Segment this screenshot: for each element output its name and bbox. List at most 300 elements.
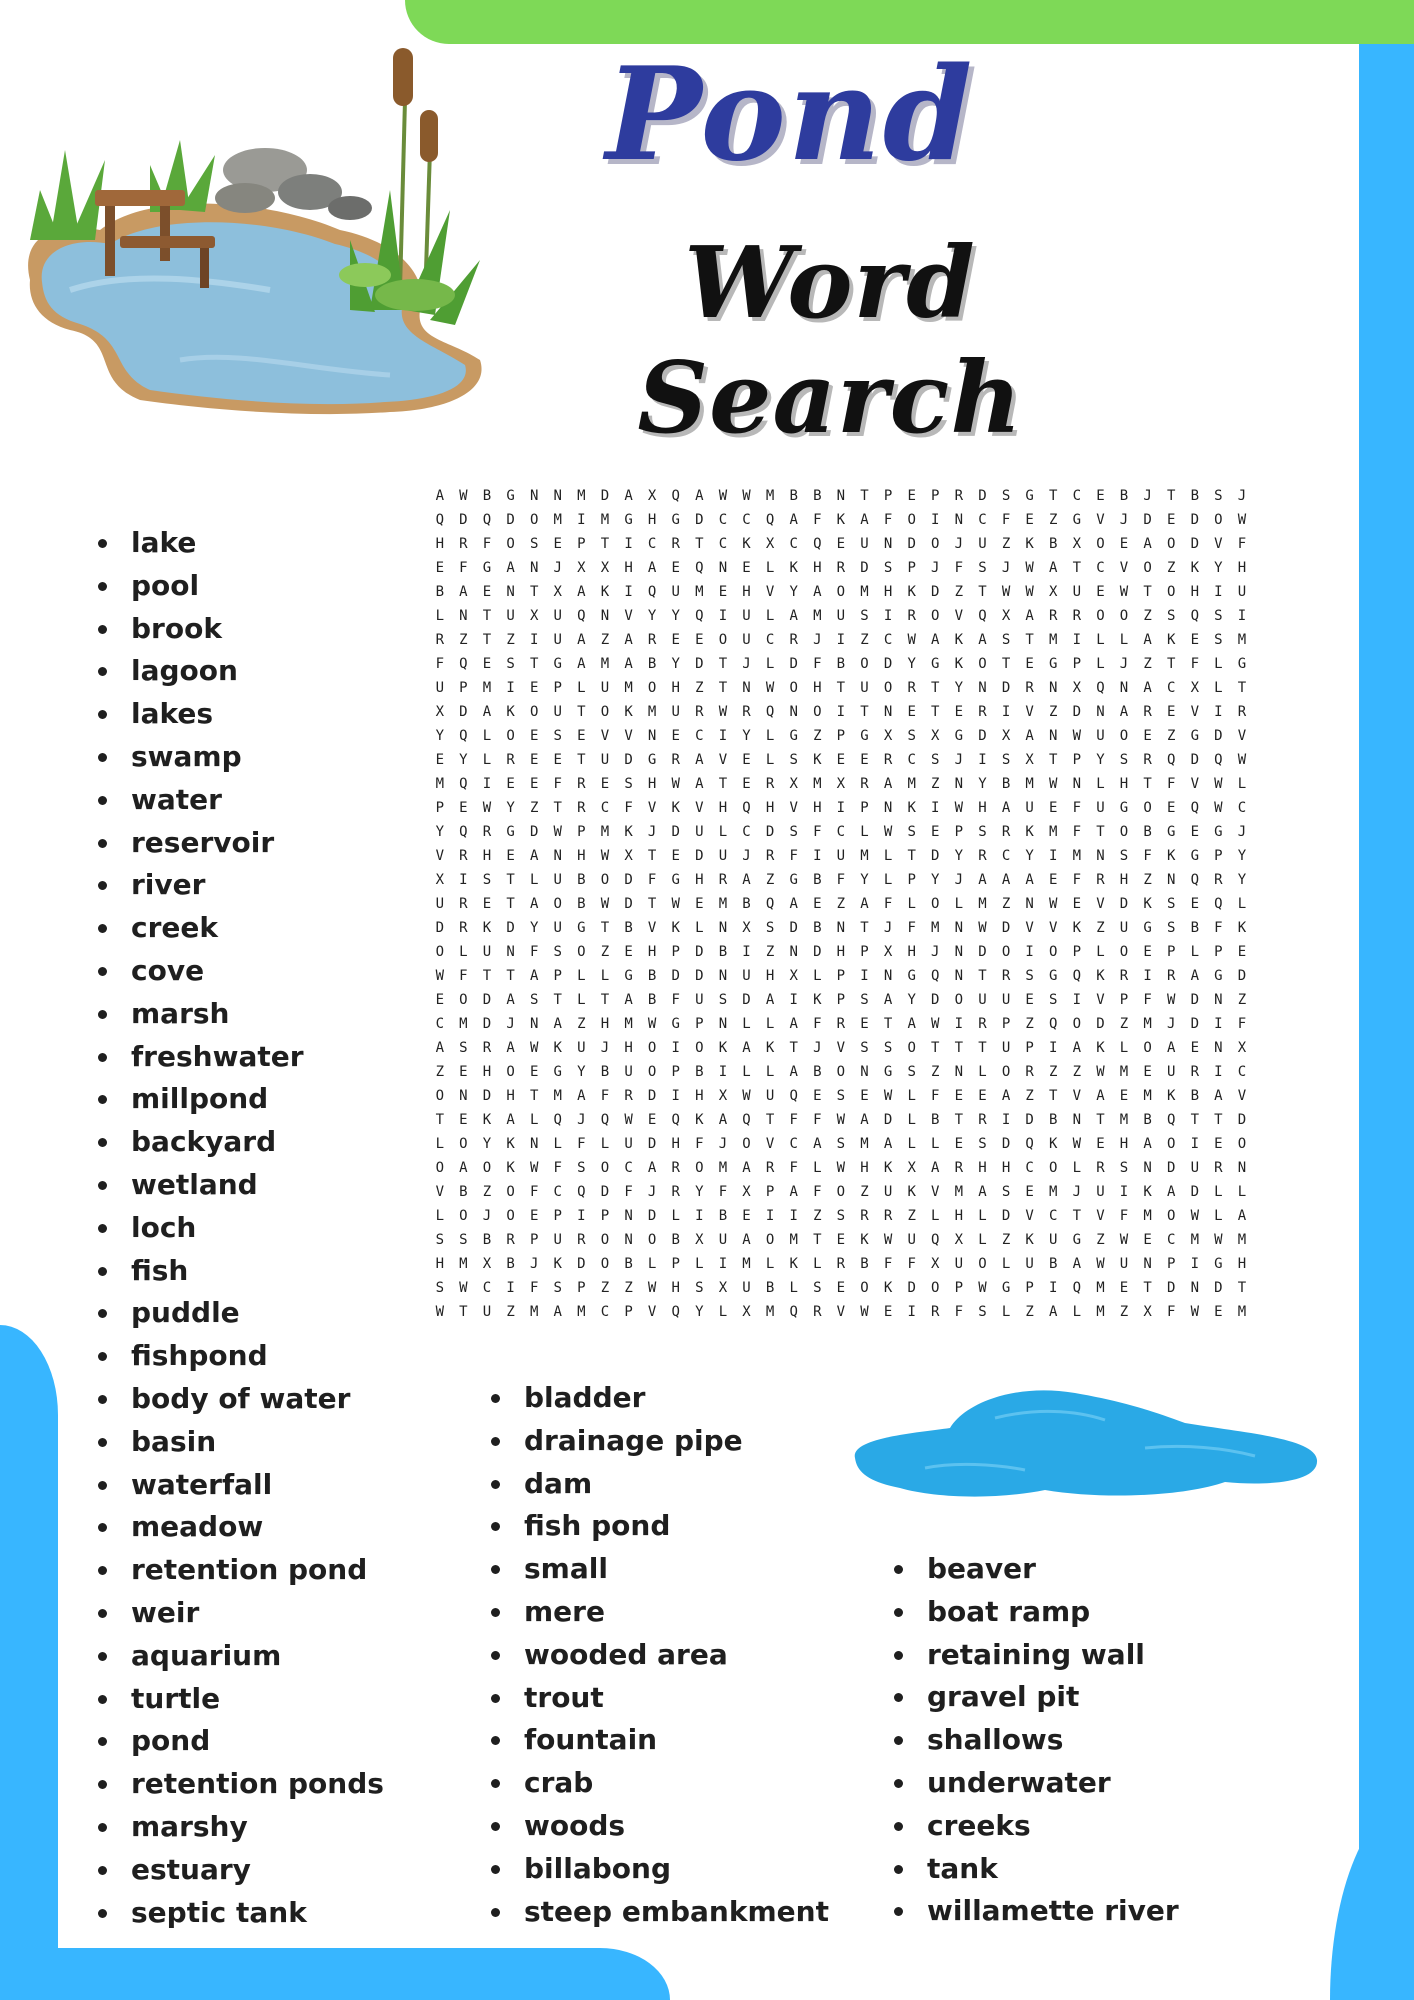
grid-letter: R [671,1160,680,1176]
grid-letter: H [482,1064,492,1080]
grid-letter: E [813,1088,822,1104]
grid-letter: W [931,1016,940,1032]
grid-letter: J [1119,656,1129,672]
grid-letter: A [1001,872,1011,888]
grid-letter: T [1143,584,1152,600]
word-label: basin [131,1424,217,1458]
grid-letter: E [695,632,704,648]
grid-letter: A [1072,1040,1082,1056]
word-item [98,1849,384,1892]
grid-letter: Z [1072,1064,1082,1080]
grid-letter: E [506,848,515,864]
grid-letter: X [624,848,633,864]
grid-letter: W [1096,1256,1105,1272]
grid-letter: R [1190,1064,1200,1080]
grid-letter: Y [954,848,964,864]
grid-letter: D [813,944,822,960]
grid-letter: D [860,560,869,576]
grid-letter: Q [742,1112,751,1128]
grid-letter: S [978,824,987,840]
grid-letter: A [860,512,869,528]
grid-letter: T [954,1040,964,1056]
grid-letter: A [1143,632,1152,648]
grid-letter: W [1049,776,1058,792]
grid-letter: D [695,656,704,672]
grid-letter: H [1119,1136,1129,1152]
grid-letter: Z [1143,608,1152,624]
grid-letter: R [671,536,680,552]
grid-letter: U [1166,1064,1176,1080]
grid-letter: O [1119,824,1129,840]
word-item [894,1676,1179,1719]
grid-letter: K [1143,896,1152,912]
grid-letter: D [506,920,515,936]
grid-letter: W [435,968,445,984]
grid-letter: Z [1096,920,1105,936]
grid-letter: M [813,776,822,792]
grid-letter: Z [1143,656,1152,672]
grid-letter: A [1143,1136,1152,1152]
grid-letter: T [695,536,704,552]
grid-letter: W [482,800,492,816]
grid-letter: L [931,1136,940,1152]
grid-letter: T [1166,656,1176,672]
grid-letter: Y [954,680,964,696]
grid-letter: V [1214,536,1223,552]
grid-letter: A [789,1184,798,1200]
grid-letter: M [1143,1016,1152,1032]
grid-letter: O [1049,944,1058,960]
grid-letter: H [624,1040,633,1056]
grid-letter: Q [671,1112,680,1128]
grid-letter: F [813,824,822,840]
bullet-icon [894,1779,903,1788]
grid-letter: Y [1214,560,1223,576]
blue-bottom-band [0,1948,670,2000]
pond-illustration [10,40,500,430]
grid-letter: L [435,608,445,624]
grid-letter: Z [1049,704,1058,720]
grid-letter: Y [529,920,539,936]
grid-letter: P [459,680,468,696]
grid-letter: U [1096,728,1105,744]
word-item [98,1121,384,1164]
grid-letter: Y [695,1184,704,1200]
grid-letter: T [1214,1112,1223,1128]
grid-letter: A [813,584,822,600]
grid-letter: E [931,824,940,840]
grid-letter: S [1119,752,1129,768]
grid-letter: Q [789,1304,798,1320]
grid-letter: T [600,536,610,552]
word-item [894,1591,1179,1634]
grid-letter: F [553,776,562,792]
grid-letter: S [1001,1184,1011,1200]
grid-letter: O [553,896,562,912]
blue-right-band [1359,44,1414,2000]
grid-row [428,556,1270,580]
grid-letter: S [1214,632,1223,648]
grid-letter: M [695,584,704,600]
grid-letter: Q [1072,1280,1082,1296]
grid-letter: C [600,800,610,816]
grid-letter: B [813,920,822,936]
grid-letter: O [600,872,610,888]
grid-letter: X [931,1256,940,1272]
grid-letter: K [553,1040,562,1056]
grid-letter: T [860,488,869,504]
grid-letter: F [1237,1016,1247,1032]
grid-letter: A [1119,704,1129,720]
grid-letter: X [647,488,657,504]
grid-letter: D [907,536,916,552]
word-label: billabong [524,1851,671,1885]
grid-letter: L [1214,1208,1223,1224]
grid-letter: T [553,800,562,816]
grid-letter: H [813,680,822,696]
grid-letter: U [1001,992,1011,1008]
grid-letter: W [647,1016,657,1032]
grid-letter: W [883,1232,893,1248]
grid-letter: O [459,992,468,1008]
grid-letter: I [671,1088,680,1104]
word-item [491,1634,829,1677]
bullet-icon [491,1822,500,1831]
grid-letter: R [671,1184,680,1200]
grid-letter: E [1096,1136,1105,1152]
grid-letter: M [600,824,610,840]
grid-letter: A [577,1088,586,1104]
word-label: dam [524,1466,593,1500]
grid-letter: T [718,680,728,696]
word-label: creek [131,911,219,945]
grid-letter: I [1049,1040,1058,1056]
grid-letter: F [482,536,492,552]
grid-letter: O [978,656,987,672]
grid-letter: C [1237,800,1247,816]
grid-letter: K [1237,920,1247,936]
grid-letter: D [1190,752,1200,768]
grid-letter: A [506,1112,515,1128]
grid-letter: A [742,872,751,888]
grid-letter: O [836,1064,846,1080]
grid-letter: A [883,992,893,1008]
grid-letter: L [883,872,893,888]
puddle-illustration [845,1378,1325,1508]
grid-letter: E [742,560,751,576]
grid-letter: S [765,920,775,936]
grid-letter: P [765,1184,775,1200]
grid-letter: G [671,512,680,528]
grid-letter: B [765,1280,775,1296]
grid-letter: Z [1166,728,1176,744]
grid-letter: T [978,584,987,600]
grid-row [428,676,1270,700]
grid-letter: B [931,1112,940,1128]
grid-letter: S [1166,920,1176,936]
grid-letter: N [836,488,846,504]
grid-letter: V [647,920,657,936]
grid-letter: Z [1166,560,1176,576]
grid-letter: Q [1166,752,1176,768]
grid-letter: Y [1096,752,1105,768]
grid-letter: J [813,632,822,648]
grid-letter: S [907,728,916,744]
grid-letter: O [742,1136,751,1152]
grid-letter: K [860,1232,869,1248]
bullet-icon [894,1651,903,1660]
grid-letter: Z [459,632,468,648]
grid-letter: O [883,680,893,696]
grid-letter: X [742,920,751,936]
grid-row [428,484,1270,508]
grid-letter: O [1143,1040,1152,1056]
grid-letter: N [954,944,964,960]
grid-letter: G [860,728,869,744]
word-label: wetland [131,1167,258,1201]
grid-letter: I [1237,608,1247,624]
grid-letter: E [671,560,680,576]
grid-letter: X [1143,1304,1152,1320]
grid-letter: W [1214,776,1223,792]
grid-letter: P [954,1280,964,1296]
grid-letter: N [529,1136,539,1152]
grid-letter: O [506,728,515,744]
grid-letter: B [1190,488,1200,504]
grid-letter: G [577,920,586,936]
grid-letter: Z [1237,992,1247,1008]
grid-letter: R [978,704,987,720]
grid-letter: K [506,1160,515,1176]
grid-letter: T [765,1112,775,1128]
grid-letter: Z [506,1304,515,1320]
grid-letter: L [1119,1040,1129,1056]
grid-letter: H [695,872,704,888]
grid-letter: P [553,1208,562,1224]
grid-letter: Q [600,1112,610,1128]
grid-letter: S [529,536,539,552]
grid-letter: V [1190,704,1200,720]
grid-letter: V [647,800,657,816]
grid-letter: C [836,824,846,840]
grid-letter: D [459,512,468,528]
grid-letter: S [695,1280,704,1296]
grid-letter: F [459,968,468,984]
grid-letter: A [1025,872,1034,888]
grid-letter: N [1072,776,1082,792]
grid-letter: M [742,1256,751,1272]
word-label: marshy [131,1809,248,1843]
grid-letter: F [907,1256,916,1272]
grid-letter: E [836,752,846,768]
grid-letter: A [624,488,633,504]
grid-letter: B [813,872,822,888]
grid-row [428,964,1270,988]
grid-letter: L [1001,1256,1011,1272]
word-item [98,693,384,736]
grid-letter: U [553,872,562,888]
grid-letter: E [860,1088,869,1104]
grid-letter: L [907,1088,916,1104]
grid-letter: D [978,944,987,960]
grid-letter: A [883,776,893,792]
grid-letter: S [907,1064,916,1080]
grid-letter: K [482,920,492,936]
grid-letter: O [695,1040,704,1056]
grid-letter: L [765,728,775,744]
grid-letter: D [1237,1112,1247,1128]
grid-letter: Z [931,1064,940,1080]
grid-letter: W [1072,728,1082,744]
grid-letter: P [577,824,586,840]
grid-letter: P [1214,848,1223,864]
grid-letter: P [836,968,846,984]
word-item [98,1892,384,1935]
bullet-icon [98,753,107,762]
grid-letter: S [836,1136,846,1152]
grid-letter: Q [577,1184,586,1200]
grid-letter: B [1143,1112,1152,1128]
grid-letter: N [883,536,893,552]
grid-letter: I [624,536,633,552]
grid-letter: D [529,824,539,840]
grid-letter: E [1096,488,1105,504]
grid-letter: O [1049,1160,1058,1176]
grid-letter: T [506,872,515,888]
word-label: septic tank [131,1895,307,1929]
grid-letter: C [600,1304,610,1320]
grid-letter: S [1214,608,1223,624]
grid-letter: D [671,824,680,840]
grid-letter: G [553,1064,562,1080]
grid-letter: R [1001,968,1011,984]
word-label: brook [131,611,222,645]
grid-letter: F [718,1184,728,1200]
blue-left-band [0,1325,58,2000]
grid-letter: S [789,824,798,840]
grid-letter: D [435,920,445,936]
grid-letter: J [647,824,657,840]
grid-letter: D [600,488,610,504]
grid-letter: X [954,1232,964,1248]
grid-letter: S [1166,608,1176,624]
grid-row [428,1180,1270,1204]
grid-letter: Q [1166,1112,1176,1128]
word-label: fountain [524,1723,658,1757]
grid-letter: Y [1025,848,1034,864]
bullet-icon [894,1565,903,1574]
grid-letter: U [954,1256,964,1272]
grid-row [428,1084,1270,1108]
bullet-icon [491,1865,500,1874]
grid-letter: R [1001,824,1011,840]
grid-letter: O [907,1040,916,1056]
grid-letter: T [860,704,869,720]
word-label: loch [131,1210,197,1244]
grid-letter: O [600,704,610,720]
grid-row [428,1228,1270,1252]
word-label: backyard [131,1125,277,1159]
grid-letter: R [978,1112,987,1128]
grid-letter: L [1096,944,1105,960]
grid-letter: L [813,1256,822,1272]
grid-letter: O [647,1040,657,1056]
grid-letter: O [931,608,940,624]
grid-letter: K [1096,968,1105,984]
grid-letter: L [1096,656,1105,672]
grid-letter: L [695,920,704,936]
grid-letter: W [1025,584,1034,600]
grid-letter: I [1072,992,1082,1008]
grid-letter: C [742,824,751,840]
grid-letter: Q [931,968,940,984]
grid-letter: M [1025,776,1034,792]
grid-letter: A [907,1016,916,1032]
word-item [98,1164,384,1207]
grid-letter: R [813,1304,822,1320]
grid-letter: M [600,656,610,672]
grid-letter: B [1001,776,1011,792]
grid-letter: M [435,776,445,792]
word-label: creeks [927,1808,1031,1842]
grid-letter: K [954,656,964,672]
grid-letter: A [813,1136,822,1152]
grid-letter: X [883,728,893,744]
grid-letter: H [978,1160,987,1176]
word-item [491,1505,829,1548]
grid-letter: G [506,488,515,504]
grid-letter: F [624,800,633,816]
grid-letter: O [907,512,916,528]
grid-letter: R [647,632,657,648]
grid-letter: W [459,488,468,504]
word-item [98,1292,384,1335]
grid-letter: V [1237,728,1247,744]
grid-letter: A [695,776,704,792]
bullet-icon [491,1480,500,1489]
grid-letter: F [529,944,539,960]
grid-letter: R [836,560,846,576]
grid-letter: B [813,488,822,504]
grid-letter: O [1237,1136,1247,1152]
blue-right-curve [1330,1800,1414,2000]
grid-letter: P [1119,992,1129,1008]
bullet-icon [491,1651,500,1660]
grid-letter: L [435,1136,445,1152]
grid-letter: F [1001,512,1011,528]
grid-letter: C [789,536,798,552]
grid-letter: E [954,1088,964,1104]
grid-letter: O [435,1088,445,1104]
grid-letter: E [529,1064,539,1080]
grid-letter: W [742,488,751,504]
grid-letter: K [1072,920,1082,936]
grid-letter: I [1001,1112,1011,1128]
grid-letter: F [883,512,893,528]
grid-letter: K [789,560,798,576]
grid-letter: E [742,752,751,768]
grid-letter: M [459,1016,468,1032]
grid-letter: D [624,896,633,912]
grid-letter: D [931,992,940,1008]
bullet-icon [98,1267,107,1276]
grid-letter: T [1166,488,1176,504]
grid-letter: F [671,992,680,1008]
grid-letter: X [577,560,586,576]
grid-letter: L [1096,776,1105,792]
grid-letter: E [1025,512,1034,528]
word-item [491,1848,829,1891]
